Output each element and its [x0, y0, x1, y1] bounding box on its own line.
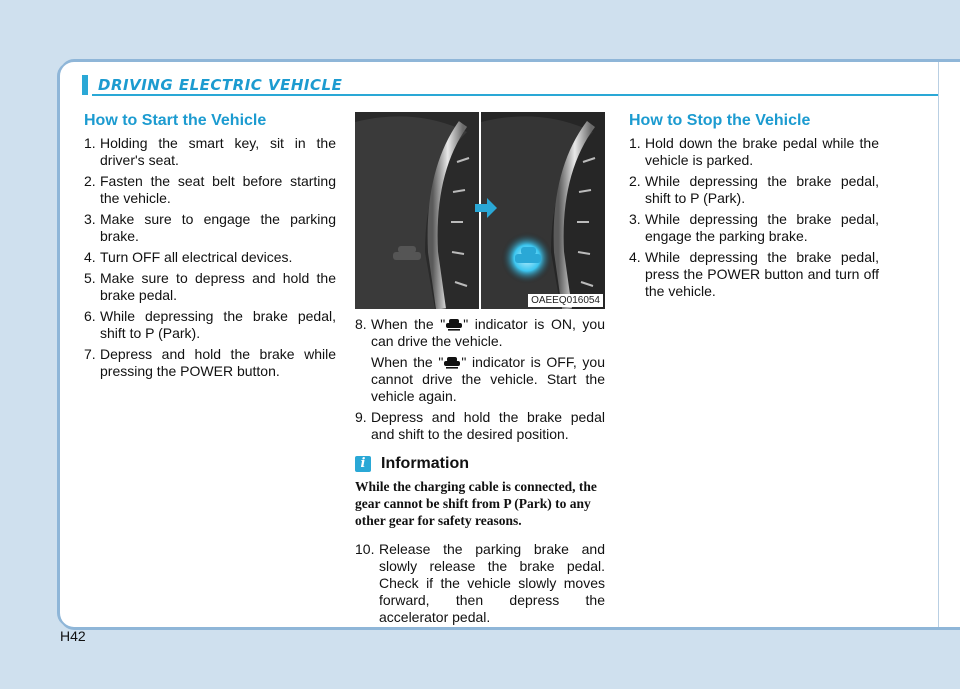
list-item: 1. Hold down the brake pedal while the vehicle is parked. — [629, 135, 879, 168]
list-item: 3. Make sure to engage the parking brake. — [84, 211, 336, 244]
information-title: Information — [381, 455, 469, 472]
start-heading: How to Start the Vehicle — [84, 112, 267, 129]
stop-steps — [629, 135, 879, 300]
list-item: 8. When the " " indicator is ON, you can drive the vehicle. When the " " indicator is OFF, you cannot drive the vehicle. Start the vehicle again. — [355, 316, 605, 404]
stop-section — [629, 112, 879, 304]
list-item: 4. Turn OFF all electrical devices. — [84, 249, 293, 265]
list-item: 2. While depressing the brake pedal, shift to P (Park). — [629, 173, 879, 206]
list-item: 3. While depressing the brake pedal, engage the parking brake. — [629, 211, 879, 244]
information-body: While the charging cable is connected, the gear cannot be shift from P (Park) to any other gear for safety reasons. — [355, 479, 597, 528]
info-icon: i — [355, 456, 371, 472]
middle-steps — [355, 316, 605, 443]
list-item: 1. Holding the smart key, sit in the driver's seat. — [84, 135, 336, 168]
figure-caption: OAEEQ016054 — [528, 294, 603, 307]
section-header-bar — [82, 75, 88, 95]
cluster-illustration — [355, 112, 605, 309]
list-item: 9. Depress and hold the brake pedal and shift to the desired position. — [355, 409, 605, 442]
section-header-rule — [92, 94, 938, 96]
list-item: 10. Release the parking brake and slowly release the brake pedal. Check if the vehicle slowly moves forward, then depress the accelerator pedal. — [355, 541, 605, 625]
page-number: H42 — [60, 628, 86, 644]
information-header — [355, 455, 605, 472]
list-item: 6. While depressing the brake pedal, shift to P (Park). — [84, 308, 336, 341]
start-section — [84, 112, 336, 384]
list-item: 5. Make sure to depress and hold the brake pedal. — [84, 270, 336, 303]
cluster-figure — [355, 112, 605, 309]
start-steps — [84, 135, 336, 380]
section-header — [82, 74, 342, 96]
section-title: DRIVING ELECTRIC VEHICLE — [98, 76, 343, 94]
list-item: 4. While depressing the brake pedal, press the POWER button and turn off the vehicle. — [629, 249, 879, 299]
car-ready-indicator-icon — [445, 317, 463, 331]
stop-heading: How to Stop the Vehicle — [629, 112, 811, 129]
list-item: 2. Fasten the seat belt before starting the vehicle. — [84, 173, 336, 206]
list-item: 7. Depress and hold the brake while pressing the POWER button. — [84, 346, 336, 379]
car-ready-indicator-icon — [443, 355, 461, 369]
middle-steps-continued — [355, 541, 605, 626]
right-margin-line — [938, 62, 939, 627]
